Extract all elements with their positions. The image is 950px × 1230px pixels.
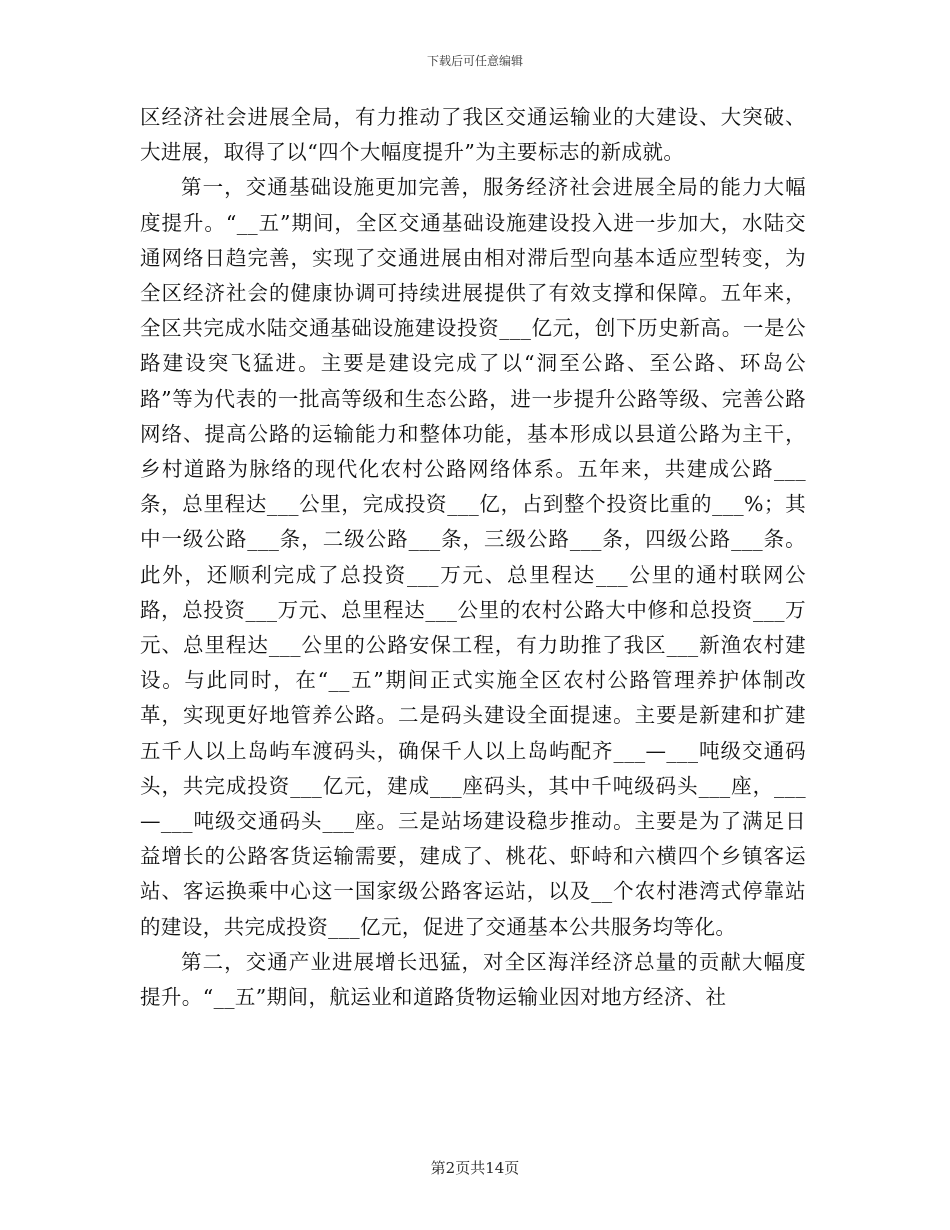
paragraph-1: 区经济社会进展全局，有力推动了我区交通运输业的大建设、大突破、大进展，取得了以“四个大幅度提升”为主要标志的新成就。 [140,105,806,165]
paragraph-3: 第二，交通产业进展增长迅猛，对全区海洋经济总量的贡献大幅度提升。“__五”期间，航运业和道路货物运输业因对地方经济、社 [140,949,806,1010]
paragraph-2: 第一，交通基础设施更加完善，服务经济社会进展全局的能力大幅度提升。“__五”期间，全区交通基础设施建设投入进一步加大，水陆交通网络日趋完善，实现了交通进展由相对滞后型向基本适应型转变，为全区经济社会的健康协调可持续进展提供了有效支撑和保障。五年来，全区共完成水陆交通基础设施建设投资___亿元，创下历史新高。一是公路建设突飞猛进。主要是建设完成了以“洞至公路、至公路、环岛公路”等为代表的一批高等级和生态公路，进一步提升公路等级、完善公路网络、提高公路的运输能力和整体功能，基本形成以县道公路为主干，乡村道路为脉络的现代化农村公路网络体系。五年来，共建成公路___条，总里程达___公里，完成投资___亿，占到整个投资比重的___%；其中一级公路___条，二级公路___条，三级公路___条，四级公路___条。此外，还顺利完成了总投资___万元、总里程达___公里的通村联网公路，总投资___万元、总里程达___公里的农村公路大中修和总投资___万元、总里程达___公里的公路安保工程，有力助推了我区___新渔农村建设。与此同时，在“__五”期间正式实施全区农村公路管理养护体制改革，实现更好地管养公路。二是码头建设全面提速。主要是新建和扩建五千人以上岛屿车渡码头，确保千人以上岛屿配齐___—___吨级交通码头，共完成投资___亿元，建成___座码头，其中千吨级码头___座，___—___吨级交通码头___座。三是站场建设稳步推动。主要是为了满足日益增长的公路客货运输需要，建成了、桃花、虾峙和六横四个乡镇客运站、客运换乘中心这一国家级公路客运站，以及__个农村港湾式停靠站的建设，共完成投资___亿元，促进了交通基本公共服务均等化。 [140,175,806,939]
page-header-note: 下载后可任意编辑 [426,54,523,68]
document-body [140,100,806,1015]
page-number: 第2页共14页 [430,1159,520,1177]
